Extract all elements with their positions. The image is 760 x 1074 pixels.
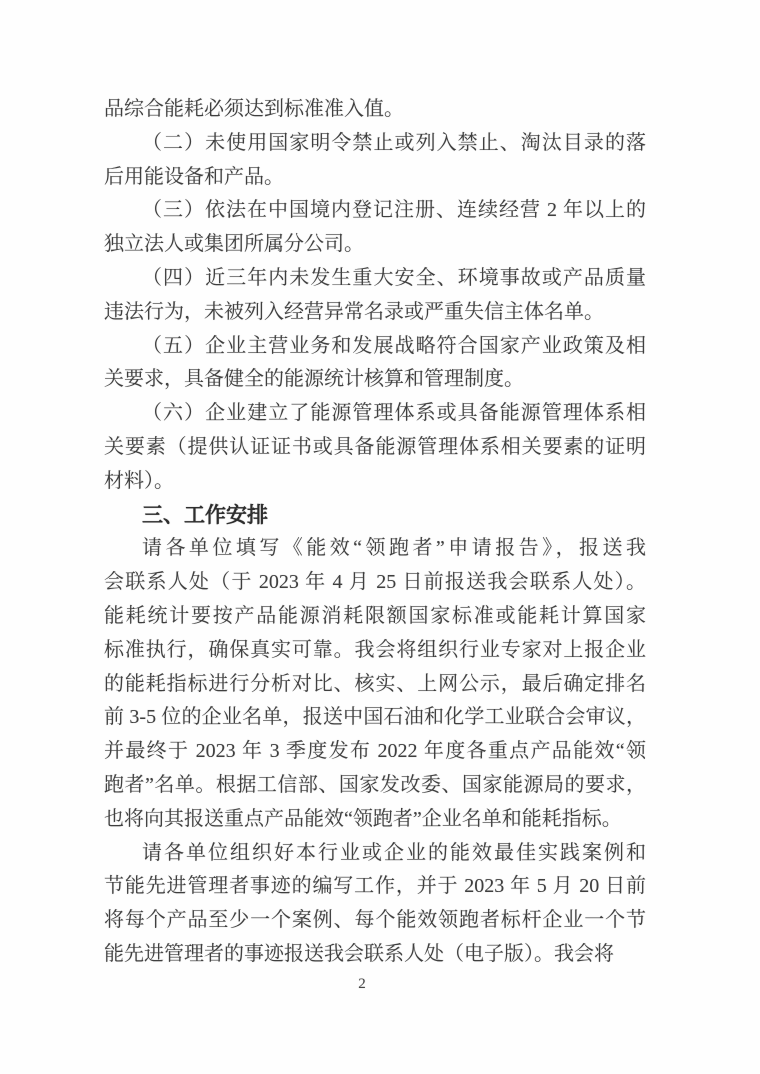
text-line: 独立法人或集团所属分公司。 bbox=[104, 233, 364, 256]
text-line: 也将向其报送重点产品能效“领跑者”企业名单和能耗指标。 bbox=[104, 807, 622, 830]
text-line: （五）企业主营业务和发展战略符合国家产业政策及相 bbox=[142, 334, 646, 357]
text-line: 品综合能耗必须达到标准准入值。 bbox=[104, 98, 404, 120]
text-line: 节能先进管理者事迹的编写工作，并于 2023 年 5 月 20 日前 bbox=[104, 875, 646, 898]
section-heading: 三、工作安排 bbox=[142, 503, 268, 527]
text-line: （四）近三年内未发生重大安全、环境事故或产品质量 bbox=[142, 266, 646, 289]
text-line: 能耗统计要按产品能源消耗限额国家标准或能耗计算国家 bbox=[104, 604, 646, 627]
text-line: 后用能设备和产品。 bbox=[104, 165, 284, 188]
text-line: （六）企业建立了能源管理体系或具备能源管理体系相 bbox=[142, 402, 646, 425]
text-line: 标准执行，确保真实可靠。我会将组织行业专家对上报企业 bbox=[104, 638, 646, 661]
text-line: 关要求，具备健全的能源统计核算和管理制度。 bbox=[104, 368, 524, 391]
text-line: 跑者”名单。根据工信部、国家发改委、国家能源局的要求， bbox=[104, 773, 646, 796]
text-line: 请各单位组织好本行业或企业的能效最佳实践案例和 bbox=[142, 841, 646, 864]
text-column bbox=[104, 93, 646, 972]
text-line: 将每个产品至少一个案例、每个能效领跑者标杆企业一个节 bbox=[104, 909, 646, 932]
text-line: （三）依法在中国境内登记注册、连续经营 2 年以上的 bbox=[142, 199, 646, 222]
text-line: 违法行为，未被列入经营异常名录或严重失信主体名单。 bbox=[104, 300, 604, 323]
page-number: 2 bbox=[358, 976, 366, 992]
text-line: 能先进管理者的事迹报送我会联系人处（电子版）。我会将 bbox=[104, 942, 614, 965]
text-line: 并最终于 2023 年 3 季度发布 2022 年度各重点产品能效“领 bbox=[104, 740, 646, 763]
text-line: 的能耗指标进行分析对比、核实、上网公示，最后确定排名 bbox=[104, 672, 646, 695]
text-line: 关要素（提供认证证书或具备能源管理体系相关要素的证明 bbox=[104, 435, 646, 458]
text-line: 会联系人处（于 2023 年 4 月 25 日前报送我会联系人处）。 bbox=[104, 571, 646, 594]
text-line: （二）未使用国家明令禁止或列入禁止、淘汰目录的落 bbox=[142, 131, 646, 154]
text-line: 前 3-5 位的企业名单，报送中国石油和化学工业联合会审议， bbox=[104, 706, 646, 729]
text-line: 请各单位填写《能效“领跑者”申请报告》，报送我 bbox=[142, 537, 646, 560]
text-line: 材料）。 bbox=[104, 469, 174, 492]
